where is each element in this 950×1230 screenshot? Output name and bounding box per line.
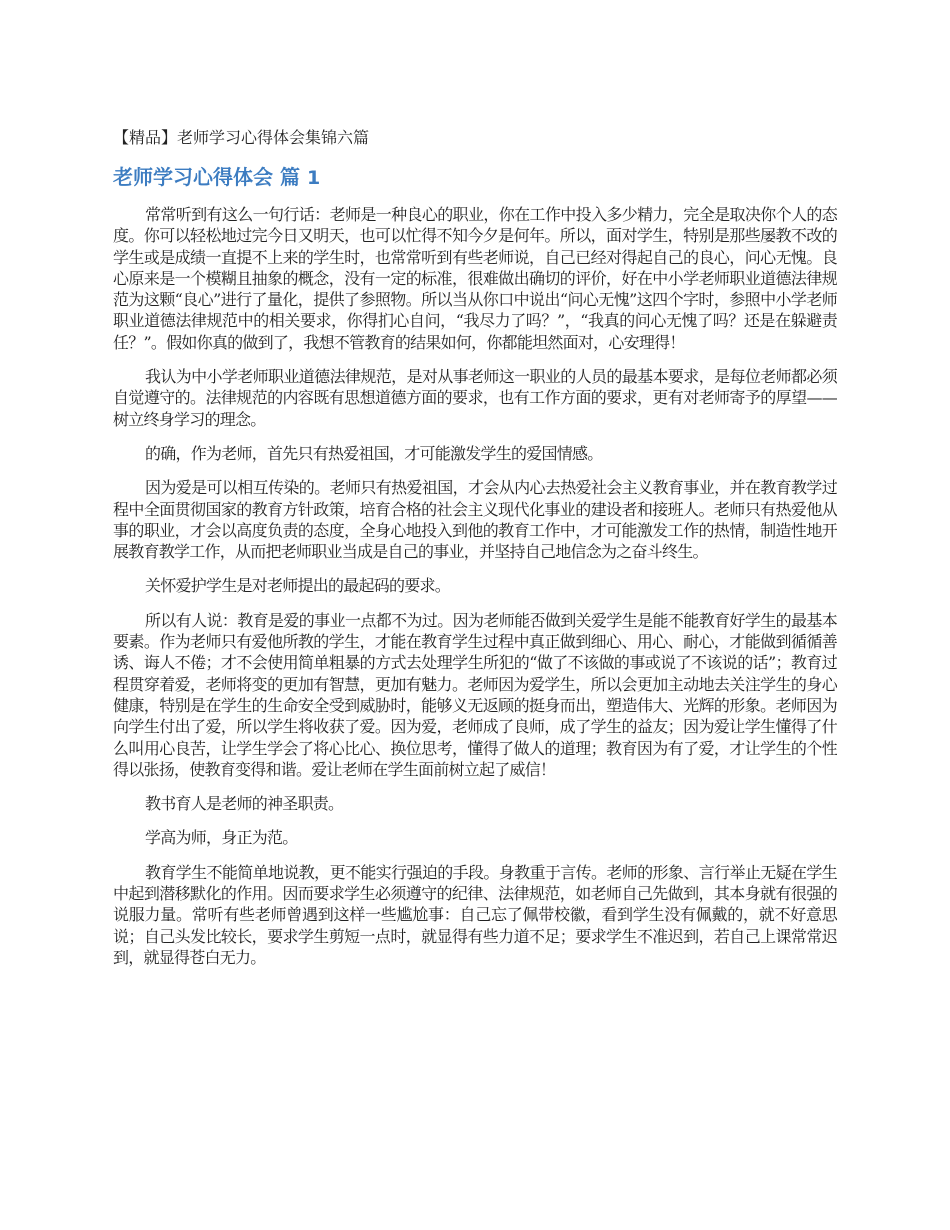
paragraph: 关怀爱护学生是对老师提出的最起码的要求。 xyxy=(145,576,451,596)
section-heading-text: 老师学习心得体会 xyxy=(113,165,273,189)
paragraph: 学高为师，身正为范。 xyxy=(145,828,298,848)
section-heading xyxy=(113,164,837,191)
section-heading-suffix: 篇 xyxy=(279,165,300,189)
section-heading-number: 1 xyxy=(306,167,321,189)
paragraph: 的确，作为老师，首先只有热爱祖国，才可能激发学生的爱国情感。 xyxy=(145,443,603,463)
paragraph: 教育学生不能简单地说教，更不能实行强迫的手段。身教重于言传。老师的形象、言行举止无疑在学生中起到潜移默化的作用。因而要求学生必须遵守的纪律、法律规范，如老师自己先做到，其本身就有很强的说服力量。常听有些老师曾遇到这样一些尴尬事：自己忘了佩带校徽，看到学生没有佩戴的，就不好意思说；自己头发比较长，要求学生剪短一点时，就显得有些力道不足；要求学生不准迟到，若自己上课常常迟到，就显得苍白无力。 xyxy=(113,862,837,967)
paragraph: 教书育人是老师的神圣职责。 xyxy=(145,794,344,814)
paragraph: 常常听到有这么一句行话：老师是一种良心的职业，你在工作中投入多少精力，完全是取决你个人的态度。你可以轻松地过完今日又明天，也可以忙得不知今夕是何年。所以，面对学生，特别是那些屡教不改的学生或是成绩一直提不上来的学生时，也常常听到有些老师说，自己已经对得起自己的良心，问心无愧。良心原来是一个模糊且抽象的概念，没有一定的标准，很难做出确切的评价，好在中小学老师职业道德法律规范为这颗“良心”进行了量化，提供了参照物。所以当从你口中说出“问心无愧”这四个字时，参照中小学老师职业道德法律规范中的相关要求，你得扪心自问，“我尽力了吗？”，“我真的问心无愧了吗？还是在躲避责任？”。假如你真的做到了，我想不管教育的结果如何，你都能坦然面对，心安理得！ xyxy=(113,205,837,352)
paragraph: 因为爱是可以相互传染的。老师只有热爱祖国，才会从内心去热爱社会主义教育事业，并在教育教学过程中全面贯彻国家的教育方针政策，培育合格的社会主义现代化事业的建设者和接班人。老师只有热爱他从事的职业，才会以高度负责的态度，全身心地投入到他的教育工作中，才可能激发工作的热情，制造性地开展教育教学工作，从而把老师职业当成是自己的事业，并坚持自己地信念为之奋斗终生。 xyxy=(113,478,837,562)
paragraph: 我认为中小学老师职业道德法律规范，是对从事老师这一职业的人员的最基本要求，是每位老师都必须自觉遵守的。法律规范的内容既有思想道德方面的要求，也有工作方面的要求，更有对老师寄予的厚望——树立终身学习的理念。 xyxy=(113,367,837,429)
document-body xyxy=(113,204,837,1204)
paragraph: 所以有人说：教育是爱的事业一点都不为过。因为老师能否做到关爱学生是能不能教育好学生的最基本要素。作为老师只有爱他所教的学生，才能在教育学生过程中真正做到细心、用心、耐心，才能做到循循善诱、诲人不倦；才不会使用简单粗暴的方式去处理学生所犯的“做了不该做的事或说了不该说的话”；教育过程贯穿着爱，老师将变的更加有智慧，更加有魅力。老师因为爱学生，所以会更加主动地去关注学生的身心健康，特别是在学生的生命安全受到威胁时，能够义无返顾的挺身而出，塑造伟大、光辉的形象。老师因为向学生付出了爱，所以学生将收获了爱。因为爱，老师成了良师，成了学生的益友；因为爱让学生懂得了什么叫用心良苦，让学生学会了将心比心、换位思考，懂得了做人的道理；教育因为有了爱，才让学生的个性得以张扬，使教育变得和谐。爱让老师在学生面前树立起了威信！ xyxy=(113,610,837,779)
document-title: 【精品】老师学习心得体会集锦六篇 xyxy=(113,128,370,147)
